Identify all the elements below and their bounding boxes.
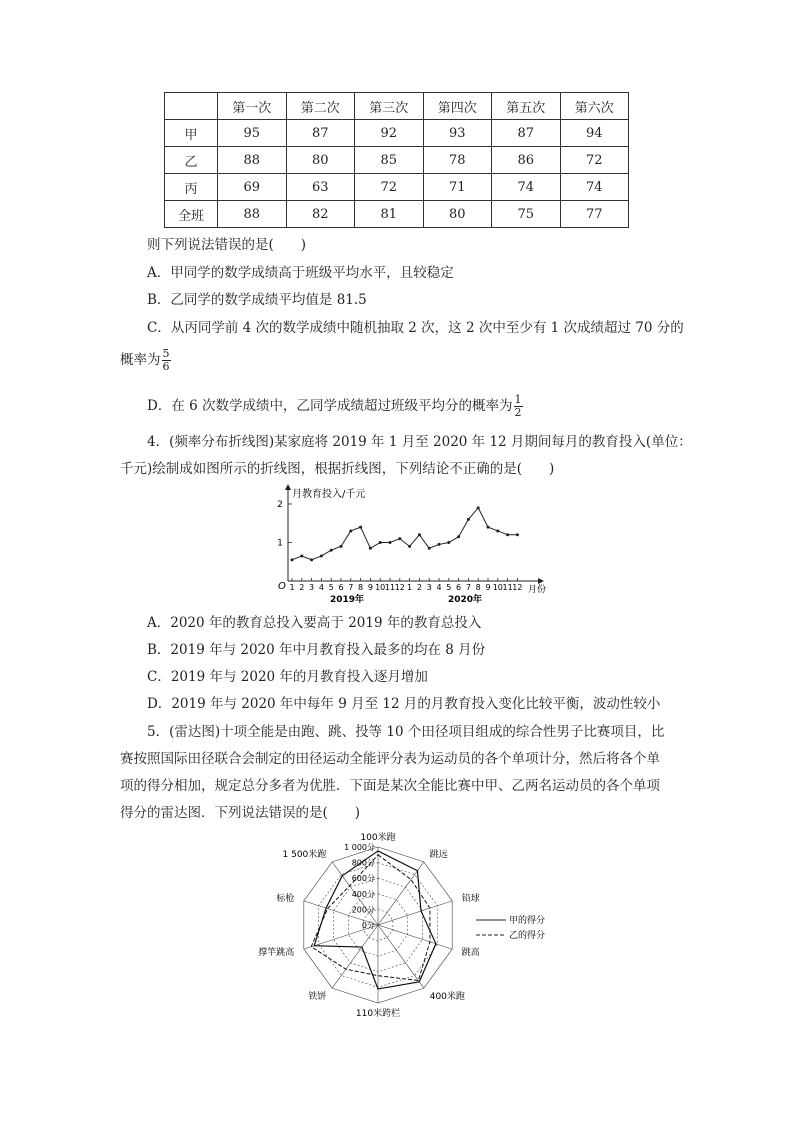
x-tick-label: 2 — [416, 583, 422, 592]
data-point — [300, 554, 303, 557]
table-header-row — [165, 93, 629, 120]
data-point — [310, 558, 313, 561]
table-cell: 69 — [218, 174, 287, 201]
table-header-cell: 第三次 — [355, 93, 424, 120]
series-line — [292, 508, 517, 560]
x-tick-label: 8 — [475, 583, 481, 592]
table-cell: 93 — [423, 120, 492, 147]
x-tick-label: 8 — [358, 583, 364, 592]
radar-axis-label: 400米跑 — [429, 992, 465, 1003]
table-cell: 80 — [286, 147, 355, 174]
q4-option-a: A．2020 年的教育总投入要高于 2019 年的教育总投入 — [147, 615, 482, 631]
q3-option-c-cont — [120, 348, 171, 373]
y-tick-label: 1 — [277, 538, 283, 549]
score-table — [164, 92, 629, 228]
table-header-cell: 第五次 — [492, 93, 561, 120]
radar-chart — [258, 830, 558, 1019]
table-cell: 82 — [286, 201, 355, 228]
q4-option-d: D．2019 年与 2020 年中每年 9 月至 12 月的月教育投入变化比较平衡，波动性较小 — [147, 696, 661, 712]
table-cell: 92 — [355, 120, 424, 147]
q3-option-c: C．从丙同学前 4 次的数学成绩中随机抽取 2 次，这 2 次中至少有 1 次成绩超过 70 分的 — [147, 320, 684, 336]
q3-option-d-text: D．在 6 次数学成绩中，乙同学成绩超过班级平均分的概率为 — [147, 398, 513, 414]
x-tick-label: 7 — [348, 583, 354, 592]
data-point — [330, 549, 333, 552]
data-point — [369, 547, 372, 550]
data-point — [496, 529, 499, 532]
radar-axis-label: 标枪 — [276, 893, 295, 904]
table-cell: 87 — [286, 120, 355, 147]
data-point — [389, 541, 392, 544]
radar-axis-label: 1 500米跑 — [282, 849, 327, 860]
q3-option-d — [147, 394, 523, 419]
x-tick-label: 4 — [436, 583, 442, 592]
table-cell: 86 — [492, 147, 561, 174]
table-cell: 85 — [355, 147, 424, 174]
data-point — [349, 529, 352, 532]
x-tick-label: 11 — [384, 583, 396, 592]
x-tick-label: 4 — [318, 583, 324, 592]
radar-series-group — [311, 851, 436, 989]
x-tick-label: 6 — [338, 583, 344, 592]
data-point — [379, 541, 382, 544]
q4-option-c: C．2019 年与 2020 年的月教育投入逐月增加 — [147, 669, 428, 685]
table-cell: 74 — [492, 174, 561, 201]
year-label-2019: 2019年 — [330, 595, 365, 605]
q5-stem-line1: 5．(雷达图)十项全能是由跑、跳、投等 10 个田径项目组成的综合性男子比赛项目，比 — [147, 724, 665, 740]
table-header-cell: 第一次 — [218, 93, 287, 120]
table-cell: 88 — [218, 147, 287, 174]
radar-scale-label: 1 000分 — [344, 843, 375, 852]
x-axis-title: 月份 — [528, 585, 547, 595]
x-tick-label: 1 — [407, 583, 413, 592]
radar-axis-line — [378, 925, 452, 949]
x-tick-label: 10 — [375, 583, 386, 592]
radar-axis-label: 110米跨栏 — [355, 1009, 401, 1019]
row-label: 全班 — [165, 201, 218, 228]
data-point — [428, 547, 431, 550]
table-cell: 81 — [355, 201, 424, 228]
data-point — [320, 554, 323, 557]
fraction — [514, 394, 523, 419]
x-axis-arrow — [538, 578, 544, 584]
data-point — [438, 543, 441, 546]
x-tick-label: 7 — [465, 583, 471, 592]
x-tick-label: 5 — [446, 583, 452, 592]
table-cell: 75 — [492, 201, 561, 228]
x-tick-label: 2 — [299, 583, 305, 592]
table-row — [165, 120, 629, 147]
data-point — [418, 533, 421, 536]
data-point — [291, 558, 294, 561]
q4-stem-line1: 4．(频率分布折线图)某家庭将 2019 年 1 月至 2020 年 12 月期间每月的教育投入(单位： — [147, 434, 692, 450]
table-cell: 72 — [355, 174, 424, 201]
table-cell: 80 — [423, 201, 492, 228]
data-point — [516, 533, 519, 536]
radar-axis-line — [378, 925, 424, 988]
table-cell: 94 — [560, 120, 629, 147]
q4-option-b: B．2019 年与 2020 年中月教育投入最多的均在 8 月份 — [147, 642, 486, 658]
radar-axis-line — [378, 901, 452, 925]
x-tick-label: 12 — [394, 583, 405, 592]
x-tick-label: 10 — [492, 583, 503, 592]
data-point — [506, 533, 509, 536]
radar-series-jia — [314, 851, 436, 989]
radar-axis-label: 跳高 — [461, 948, 480, 959]
fraction-denominator: 2 — [514, 406, 522, 419]
table-cell: 71 — [423, 174, 492, 201]
origin-label: O — [278, 581, 286, 592]
x-tick-label: 5 — [328, 583, 334, 592]
q4-stem-line2: 千元)绘制成如图所示的折线图，根据折线图，下列结论不正确的是( ) — [120, 461, 555, 477]
point-group — [291, 506, 519, 561]
table-cell: 88 — [218, 201, 287, 228]
radar-grid — [304, 842, 452, 1003]
y-tick-label: 2 — [277, 500, 283, 510]
y-axis-arrow — [285, 484, 291, 490]
radar-axis-label: 100米跑 — [360, 833, 396, 843]
y-axis-title: 月教育投入/千元 — [292, 489, 366, 500]
data-point — [487, 526, 490, 529]
row-label: 甲 — [165, 120, 218, 147]
data-point — [447, 541, 450, 544]
table-cell: 78 — [423, 147, 492, 174]
fraction-numerator: 5 — [162, 347, 170, 360]
radar-scale-label: 400分 — [351, 889, 375, 899]
x-tick-label: 11 — [502, 583, 513, 592]
x-tick-label: 9 — [485, 583, 491, 592]
tick-group — [277, 500, 522, 592]
q3-option-c-text: 概率为 — [120, 352, 161, 368]
x-tick-label: 12 — [512, 583, 523, 592]
table-row — [165, 201, 629, 228]
data-point — [477, 506, 480, 509]
x-tick-label: 3 — [426, 583, 432, 592]
x-tick-label: 1 — [289, 583, 295, 592]
radar-axis-line — [332, 925, 378, 988]
data-point — [467, 518, 470, 521]
radar-axis-label: 跳远 — [429, 849, 448, 860]
q5-stem-line4: 得分的雷达图．下列说法错误的是( ) — [120, 805, 361, 821]
data-point — [457, 535, 460, 538]
fraction-denominator: 6 — [162, 360, 170, 373]
q3-option-b: B．乙同学的数学成绩平均值是 81.5 — [147, 292, 367, 308]
year-label-2020: 2020年 — [448, 595, 483, 605]
legend-label-jia: 甲的得分 — [509, 916, 546, 926]
q3-option-a: A．甲同学的数学成绩高于班级平均水平，且较稳定 — [147, 265, 454, 281]
line-chart — [258, 484, 558, 604]
data-point — [408, 545, 411, 548]
table-header-cell: 第六次 — [560, 93, 629, 120]
data-point — [359, 526, 362, 529]
legend-label-yi: 乙的得分 — [509, 931, 546, 941]
data-point — [340, 545, 343, 548]
radar-scale-label: 0分 — [361, 921, 375, 930]
radar-scale-label: 600分 — [351, 874, 375, 884]
row-label: 乙 — [165, 147, 218, 174]
table-cell: 87 — [492, 120, 561, 147]
data-point — [398, 537, 401, 540]
table-cell: 63 — [286, 174, 355, 201]
row-label: 丙 — [165, 174, 218, 201]
table-header-cell: 第二次 — [286, 93, 355, 120]
table-header-cell: 第四次 — [423, 93, 492, 120]
fraction — [162, 348, 171, 373]
radar-scale-label: 800分 — [351, 858, 375, 868]
q5-stem-line2: 赛按照国际田径联合会制定的田径运动全能评分表为运动员的各个单项计分，然后将各个单 — [120, 751, 660, 767]
radar-axis-label: 撑竿跳高 — [258, 948, 295, 959]
q5-stem-line3: 项的得分相加，规定总分多者为优胜．下面是某次全能比赛中甲、乙两名运动员的各个单项 — [120, 778, 660, 794]
table-row — [165, 147, 629, 174]
table-cell: 95 — [218, 120, 287, 147]
fraction-numerator: 1 — [514, 393, 522, 406]
x-tick-label: 6 — [456, 583, 462, 592]
radar-scale-label: 200分 — [351, 905, 375, 915]
table-cell: 77 — [560, 201, 629, 228]
table-cell: 74 — [560, 174, 629, 201]
x-tick-label: 3 — [309, 583, 315, 592]
table-cell: 72 — [560, 147, 629, 174]
q3-stem: 则下列说法错误的是( ) — [147, 237, 307, 253]
radar-axis-label: 铅球 — [461, 893, 480, 904]
x-tick-label: 9 — [367, 583, 373, 592]
radar-axis-label: 铁饼 — [308, 992, 327, 1003]
table-row — [165, 174, 629, 201]
table-header-cell — [165, 93, 218, 120]
